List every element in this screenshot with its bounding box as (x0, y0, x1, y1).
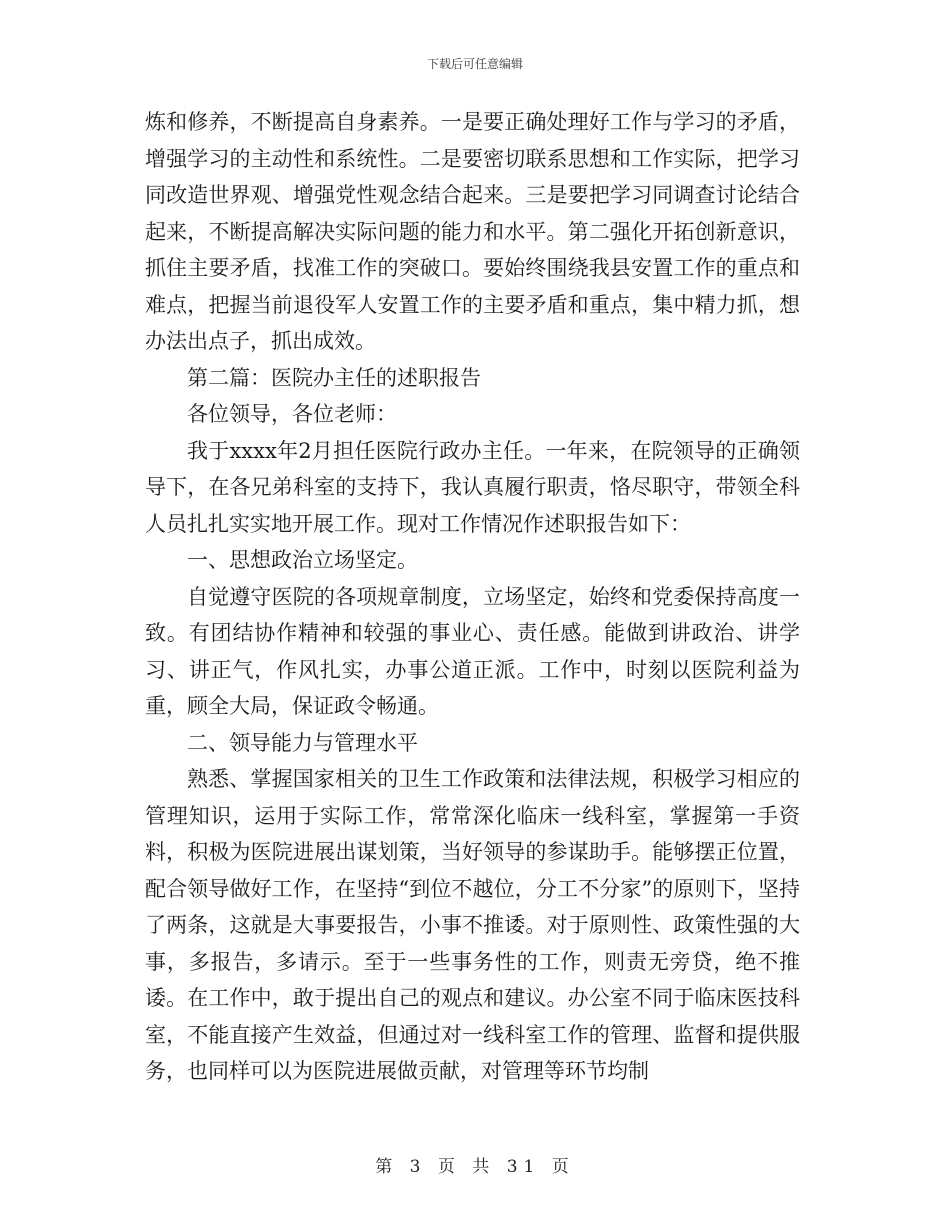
heading-leadership: 二、领导能力与管理水平 (187, 730, 418, 755)
heading-political-stance: 一、思想政治立场坚定。 (187, 548, 418, 572)
section-title: 第二篇：医院办主任的述职报告 (187, 365, 481, 390)
paragraph-political-stance: 自觉遵守医院的各项规章制度，立场坚定，始终和党委保持高度一致。有团结协作精神和较强的事业心、责任感。能做到讲政治、讲学习、讲正气，作风扎实，办事公道正派。工作中，时刻以医院利益为重，顾全大局，保证政令畅通。 (145, 584, 800, 718)
intro-paragraph: 我于xxxx年2月担任医院行政办主任。一年来，在院领导的正确领导下，在各兄弟科室的支持下，我认真履行职责，恪尽职守，带领全科人员扎扎实实地开展工作。现对工作情况作述职报告如下： (145, 438, 800, 536)
salutation: 各位领导，各位老师： (187, 402, 397, 426)
paragraph-continuation: 炼和修养，不断提高自身素养。一是要正确处理好工作与学习的矛盾，增强学习的主动性和系统性。二是要密切联系思想和工作实际，把学习同改造世界观、增强党性观念结合起来。三是要把学习同调查讨论结合起来，不断提高解决实际问题的能力和水平。第二强化开拓创新意识，抓住主要矛盾，找准工作的突破口。要始终围绕我县安置工作的重点和难点，把握当前退役军人安置工作的主要矛盾和重点，集中精力抓，想办法出点子，抓出成效。 (145, 110, 800, 353)
paragraph-leadership: 熟悉、掌握国家相关的卫生工作政策和法律法规，积极学习相应的管理知识，运用于实际工作，常常深化临床一线科室，掌握第一手资料，积极为医院进展出谋划策，当好领导的参谋助手。能够摆正位置，配合领导做好工作，在坚持“到位不越位，分工不分家”的原则下，坚持了两条，这就是大事要报告，小事不推诿。对于原则性、政策性强的大事，多报告，多请示。至于一些事务性的工作，则责无旁贷，绝不推诿。在工作中，敢于提出自己的观点和建议。办公室不同于临床医技科室，不能直接产生效益，但通过对一线科室工作的管理、监督和提供服务，也同样可以为医院进展做贡献，对管理等环节均制 (145, 767, 800, 1083)
page-header: 下载后可任意编辑 (426, 57, 523, 71)
page-number-footer: 第 3 页 共 31 页 (375, 1157, 575, 1177)
document-body (145, 104, 800, 1090)
